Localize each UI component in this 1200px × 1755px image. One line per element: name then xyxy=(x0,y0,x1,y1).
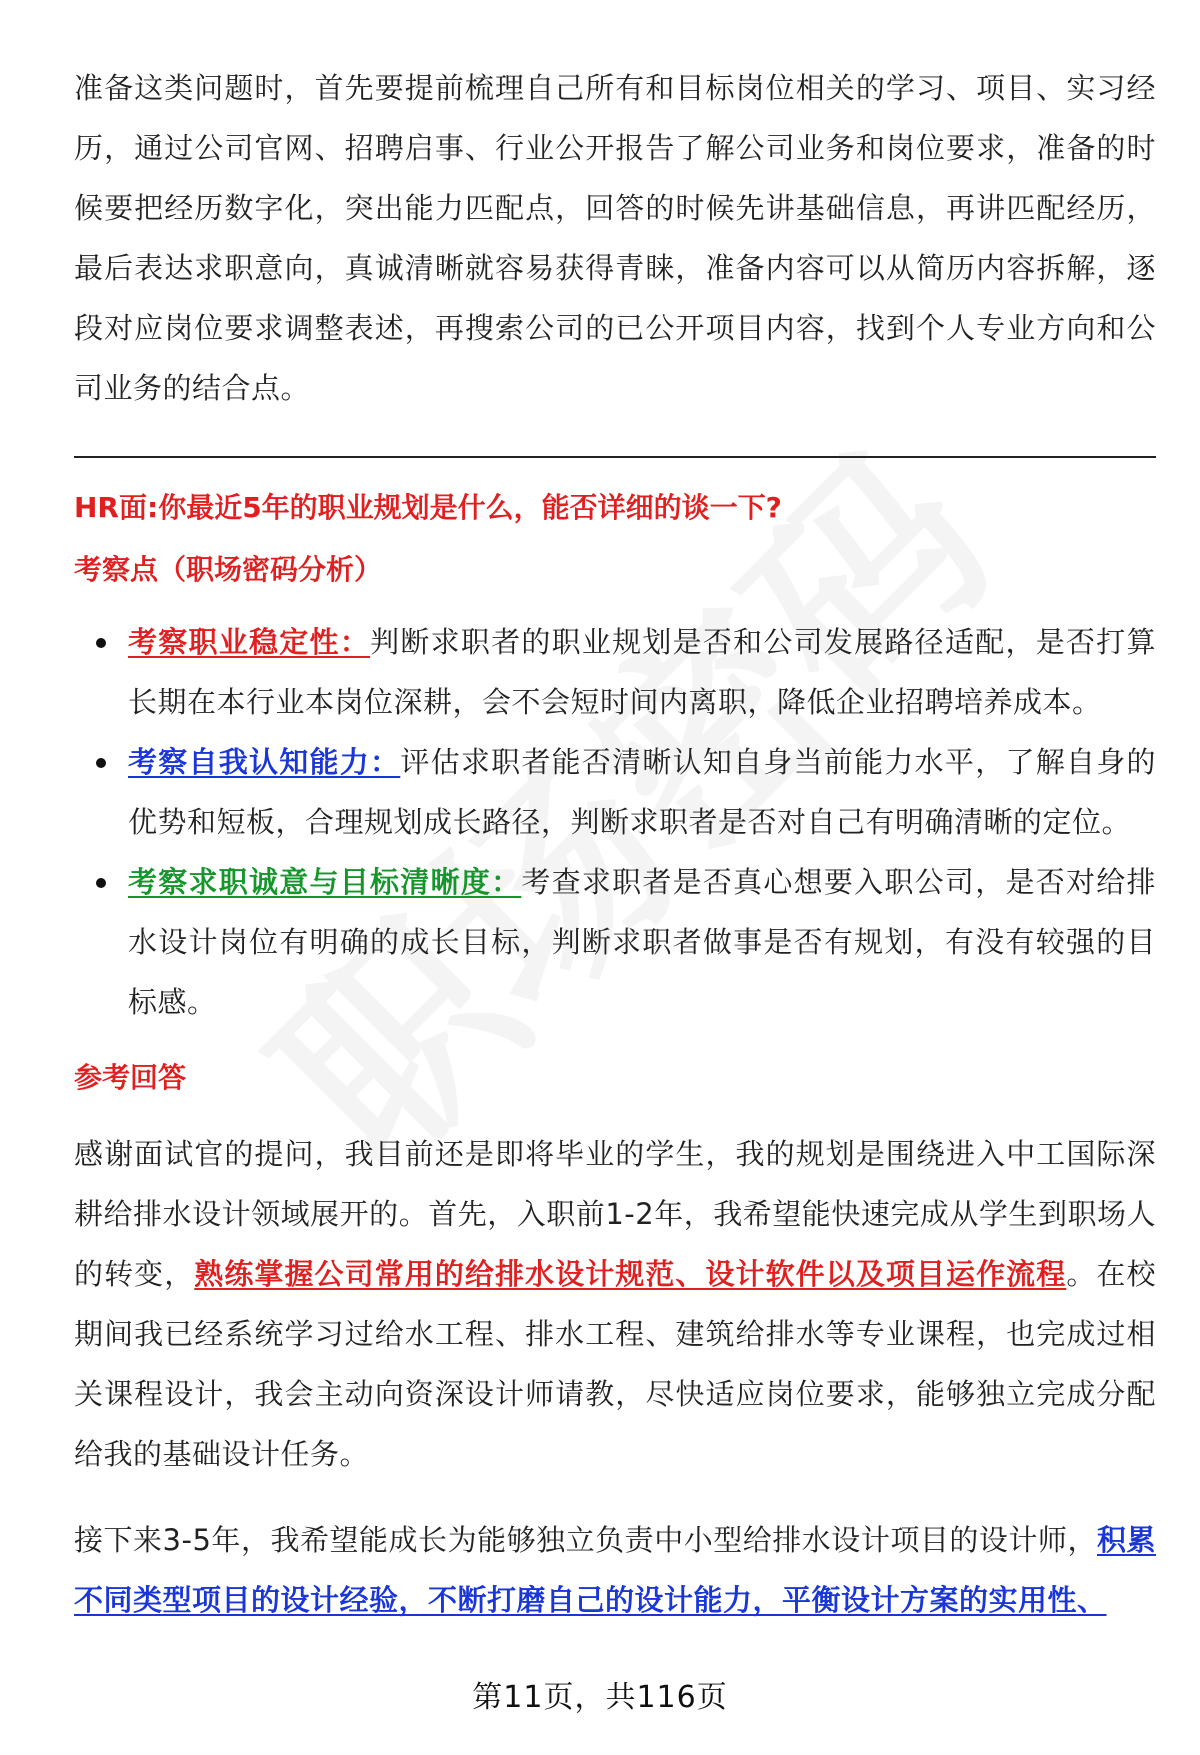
bullet-icon xyxy=(96,878,106,888)
point-keyword: 考察求职诚意与目标清晰度： xyxy=(128,865,522,899)
answer-heading: 参考回答 xyxy=(74,1061,187,1094)
analysis-points-list xyxy=(74,612,1156,1032)
answer-paragraph-1 xyxy=(74,1124,1156,1484)
point-text: 判断求职者的职业规划是否和公司发展路径适配，是否打算长期在本行业本岗位深耕，会不会短时间内离职，降低企业招聘培养成本。 xyxy=(128,625,1156,719)
answer-paragraph-2 xyxy=(74,1510,1156,1630)
page-number-footer: 第11页，共116页 xyxy=(472,1680,728,1715)
answer-text: 接下来3-5年，我希望能成长为能够独立负责中小型给排水设计项目的设计师， xyxy=(74,1523,1097,1557)
list-item xyxy=(74,612,1156,732)
answer-highlight: 熟练掌握公司常用的给排水设计规范、设计软件以及项目运作流程 xyxy=(194,1257,1067,1291)
point-keyword: 考察自我认知能力： xyxy=(128,745,401,779)
page-content xyxy=(74,58,1156,1630)
answer-text: 感谢面试官的提问，我目前还是即将毕业的学生，我的规划是围绕进入中工国际深耕给排水设计领域展开的。首先，入职前1-2年，我希望能快速完成从学生到职场人的转变， xyxy=(74,1137,1156,1291)
point-text: 评估求职者能否清晰认知自身当前能力水平，了解自身的优势和短板，合理规划成长路径，判断求职者是否对自己有明确清晰的定位。 xyxy=(128,745,1156,839)
answer-highlight: 积累不同类型项目的设计经验，不断打磨自己的设计能力，平衡设计方案的实用性、 xyxy=(74,1523,1156,1617)
list-item xyxy=(74,852,1156,1032)
question-heading: HR面:你最近5年的职业规划是什么，能否详细的谈一下? xyxy=(74,491,782,524)
bullet-icon xyxy=(96,758,106,768)
point-text: 考查求职者是否真心想要入职公司，是否对给排水设计岗位有明确的成长目标，判断求职者做事是否有规划，有没有较强的目标感。 xyxy=(128,865,1156,1019)
section-divider xyxy=(74,456,1156,458)
list-item xyxy=(74,732,1156,852)
bullet-icon xyxy=(96,638,106,648)
answer-text: 。在校期间我已经系统学习过给水工程、排水工程、建筑给排水等专业课程，也完成过相关课程设计，我会主动向资深设计师请教，尽快适应岗位要求，能够独立完成分配给我的基础设计任务。 xyxy=(74,1257,1156,1471)
analysis-heading: 考察点（职场密码分析） xyxy=(74,553,383,586)
intro-paragraph: 准备这类问题时，首先要提前梳理自己所有和目标岗位相关的学习、项目、实习经历，通过公司官网、招聘启事、行业公开报告了解公司业务和岗位要求，准备的时候要把经历数字化，突出能力匹配点，回答的时候先讲基础信息，再讲匹配经历，最后表达求职意向，真诚清晰就容易获得青睐，准备内容可以从简历内容拆解，逐段对应岗位要求调整表述，再搜索公司的已公开项目内容，找到个人专业方向和公司业务的结合点。 xyxy=(74,71,1156,405)
point-keyword: 考察职业稳定性： xyxy=(128,625,371,659)
